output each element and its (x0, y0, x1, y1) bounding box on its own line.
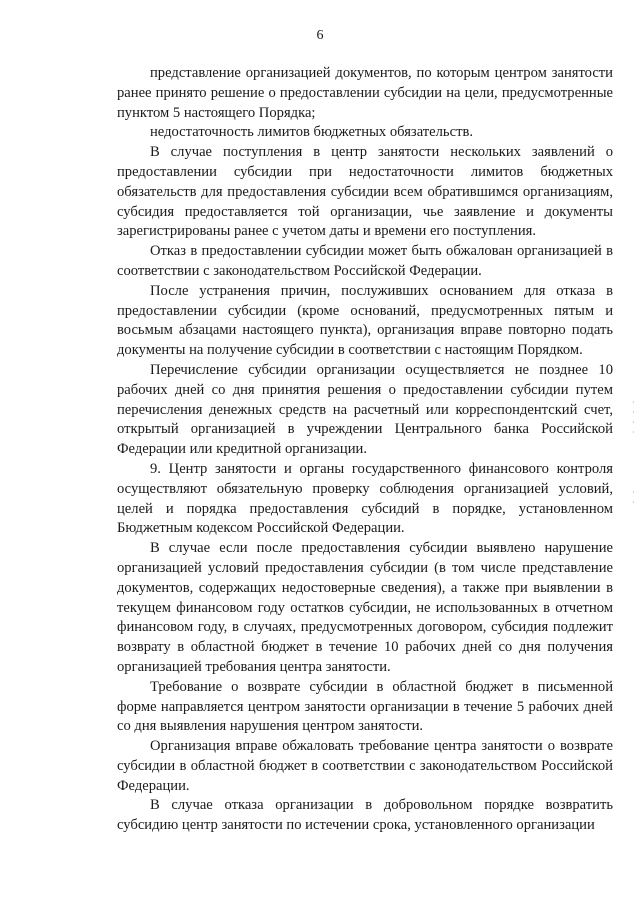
paragraph: представление организацией документов, по которым центром занятости ранее принято решение о предоставлении субсидии на цели, предусмотренные пунктом 5 настоящего Порядка; (117, 65, 613, 121)
paragraph: Организация вправе обжаловать требование центра занятости о возврате субсидии в областной бюджет в соответствии с законодательством Российской Федерации. (117, 738, 613, 794)
scan-margin-mark: · · (632, 488, 635, 507)
paragraph: В случае отказа организации в добровольном порядке возвратить субсидию центр занятости по истечении срока, установленного организации (117, 797, 613, 834)
paragraph: Перечисление субсидии организации осуществляется не позднее 10 рабочих дней со дня принятия решения о предоставлении субсидии путем перечисления денежных средств на расчетный или корреспондентский счет, открытый организацией в учреждении Центрального банка Российской Федерации или кредитной организации. (117, 361, 613, 458)
page-number: 6 (316, 28, 324, 43)
paragraph: В случае если после предоставления субсидии выявлено нарушение организацией условий предоставления субсидии (в том числе представление документов, содержащих недостоверные сведения), а также при выявлении в текущем финансовом году остатков субсидии, не использованных в отчетном финансовом году, в случаях, предусмотренных договором, субсидия подлежит возврату в областной бюджет в течение 10 рабочих дней со дня получения организацией требования центра занятости. (117, 540, 613, 675)
paragraph: После устранения причин, послуживших основанием для отказа в предоставлении субсидии (кроме оснований, предусмотренных пятым и восьмым абзацами настоящего пункта), организация вправе повторно подать документы на получение субсидии в соответствии с настоящим Порядком. (117, 282, 613, 359)
paragraph: недостаточность лимитов бюджетных обязательств. (150, 124, 473, 141)
scan-margin-mark: · · · · (632, 398, 635, 437)
paragraph: В случае поступления в центр занятости нескольких заявлений о предоставлении субсидии при недостаточности лимитов бюджетных обязательств для предоставления субсидии всем обратившимся организациям, субсидия предоставляется той организации, чье заявление и документы зарегистрированы ранее с учетом даты и времени его поступления. (117, 144, 613, 240)
paragraph: Отказ в предоставлении субсидии может быть обжалован организацией в соответствии с законодательством Российской Федерации. (117, 243, 613, 279)
paragraph: 9. Центр занятости и органы государственного финансового контроля осуществляют обязательную проверку соблюдения организацией условий, целей и порядка предоставления субсидий в порядке, установленном Бюджетным кодексом Российской Федерации. (117, 460, 613, 537)
paragraph: Требование о возврате субсидии в областной бюджет в письменной форме направляется центром занятости организации в течение 5 рабочих дней со дня выявления нарушения центром занятости. (117, 678, 613, 735)
document-body (117, 64, 613, 836)
